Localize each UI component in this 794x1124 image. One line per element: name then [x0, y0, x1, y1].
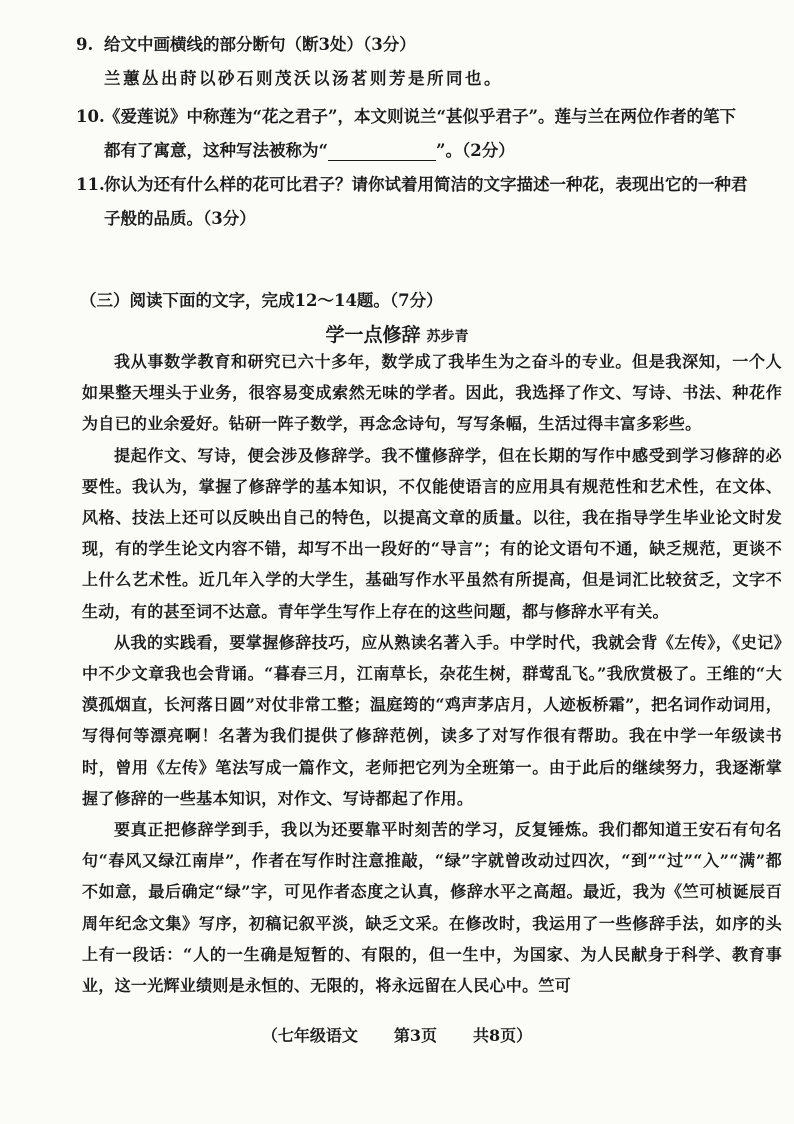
answer-blank[interactable] — [328, 142, 436, 161]
question-text: 给文中画横线的部分断句（断3处）（3分） — [104, 35, 416, 54]
question-text-continued: 都有了寓意，这种写法被称为“ — [104, 141, 328, 160]
question-number: 10. — [76, 107, 105, 126]
article-body — [82, 346, 782, 1001]
article-title: 学一点修辞 — [325, 324, 421, 346]
question-text-end: ”。（2分） — [436, 141, 515, 160]
footer-total: 共8页） — [473, 1026, 533, 1045]
question-text: 《爱莲说》中称莲为“花之君子”，本文则说兰“甚似乎君子”。莲与兰在两位作者的笔下 — [104, 107, 736, 126]
classical-text-line: 兰蕙丛出莳以砂石则茂沃以汤茗则芳是所同也。 — [104, 69, 503, 88]
paragraph: 提起作文、写诗，便会涉及修辞学。我不懂修辞学，但在长期的写作中感受到学习修辞的必要性。我认为，掌握了修辞学的基本知识，不仅能使语言的应用具有规范性和艺术性，在文体、风格、技法上还可以反映出自己的特色，以提高文章的质量。以往，我在指导学生毕业论文时发现，有的学生论文内容不错，却写不出一段好的“导言”；有的论文语句不通，缺乏规范，更谈不上什么艺术性。近几年入学的大学生，基础写作水平虽然有所提高，但是词汇比较贫乏，文字不生动，有的甚至词不达意。青年学生写作上存在的这些问题，都与修辞水平有关。 — [82, 445, 782, 621]
question-number: 9. — [76, 35, 94, 54]
section-heading: （三）阅读下面的文字，完成12～14题。（7分） — [80, 291, 443, 310]
article-title-block — [0, 320, 794, 347]
question-number: 11. — [76, 175, 105, 194]
footer-page: 第3页 — [393, 1026, 437, 1045]
paragraph: 要真正把修辞学到手，我以为还要靠平时刻苦的学习，反复锤炼。我们都知道王安石有句名句“春风又绿江南岸”，作者在写作时注意推敲，“绿”字就曾改动过四次，“到”“过”“入”“满”都不如意，最后确定“绿”字，可见作者态度之认真，修辞水平之高超。最近，我为《竺可桢诞辰百周年纪念文集》写序，初稿记叙平淡，缺乏文采。在修改时，我运用了一些修辞手法，如序的头上有一段话：“人的一生确是短暂的、有限的，但一生中，为国家、为人民献身于科学、教育事业，这一光辉业绩则是永恒的、无限的，将永远留在人民心中。竺可 — [82, 820, 782, 996]
question-text-continued: 子般的品质。（3分） — [104, 209, 256, 228]
footer-subject: （七年级语文 — [261, 1026, 358, 1045]
paragraph: 我从事数学教育和研究已六十多年，数学成了我毕生为之奋斗的专业。但是我深知，一个人如果整天埋头于业务，很容易变成索然无味的学者。因此，我选择了作文、写诗、书法、种花作为自已的业余爱好。钻研一阵子数学，再念念诗句，写写条幅，生活过得丰富多彩些。 — [82, 352, 782, 434]
question-text: 你认为还有什么样的花可比君子？请你试着用简洁的文字描述一种花，表现出它的一种君 — [104, 175, 748, 194]
paragraph: 从我的实践看，要掌握修辞技巧，应从熟读名著入手。中学时代，我就会背《左传》，《史记》中不少文章我也会背诵。“暮春三月，江南草长，杂花生树，群莺乱飞。”我欣赏极了。王维的“大漠孤烟直，长河落日圆”对仗非常工整；温庭筠的“鸡声茅店月，人迹板桥霜”，把名词作动词用，写得何等漂亮啊！名著为我们提供了修辞范例，读多了对写作很有帮助。我在中学一年级读书时，曾用《左传》笔法写成一篇作文，老师把它列为全班第一。由于此后的继续努力，我逐渐掌握了修辞的一些基本知识，对作文、写诗都起了作用。 — [82, 632, 782, 808]
article-author: 苏步青 — [426, 329, 469, 345]
page-footer — [0, 1023, 794, 1046]
